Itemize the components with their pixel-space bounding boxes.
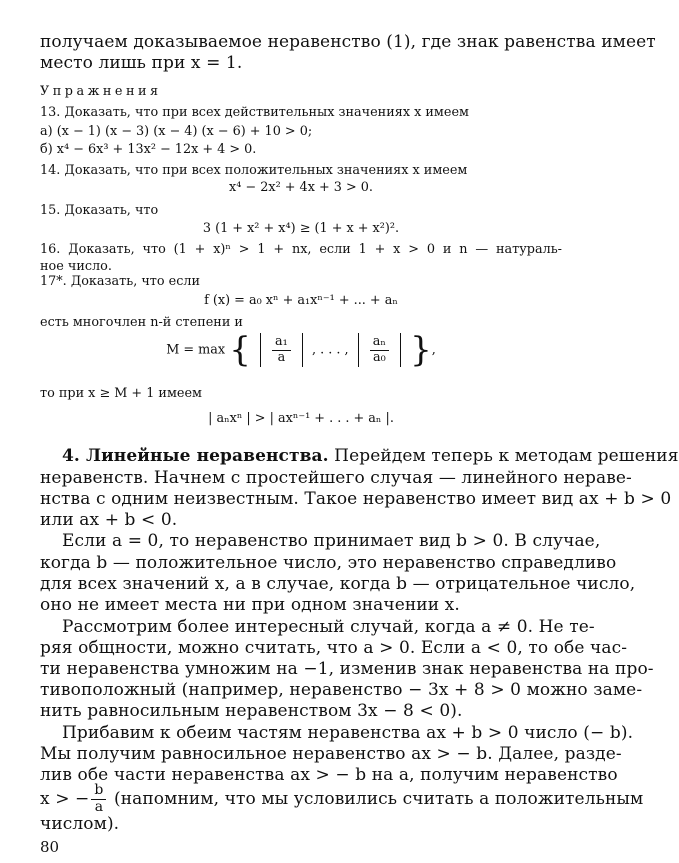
fraction-denominator: a [94, 798, 104, 815]
section-4-p3-line-5: нить равносильным неравенством 3x − 8 < 0). [40, 701, 463, 721]
section-4-p3-line-3: ти неравенства умножим на −1, изменив знак неравенства на про- [40, 659, 654, 679]
abs-bar [260, 333, 261, 367]
exercise-17-formula: f (x) = a₀ xⁿ + a₁xⁿ⁻¹ + ... + aₙ [204, 293, 398, 308]
inequality-lhs: x > − [40, 789, 90, 809]
fraction-numerator: b [91, 783, 106, 799]
fraction-a1-over-a [272, 335, 291, 364]
section-4-title: 4. Линейные неравенства. [62, 446, 329, 466]
max-dots: , . . . , [311, 342, 349, 358]
fraction-an-over-a0 [370, 335, 389, 364]
exercise-15-text: 15. Доказать, что [40, 203, 159, 218]
exercise-17-line-3: то при x ≥ M + 1 имеем [40, 386, 202, 401]
fraction-denominator: a₀ [372, 349, 386, 365]
section-4-p2-line-3: для всех значений x, а в случае, когда b — отрицательное число, [40, 574, 636, 594]
exercise-15-formula: 3 (1 + x² + x⁴) ≥ (1 + x + x²)². [202, 221, 400, 236]
max-formula [40, 330, 562, 383]
section-4-p2-line-1: Если a = 0, то неравенство принимает вид b > 0. В случае, [62, 531, 601, 551]
section-4-p2-line-2: когда b — положительное число, это неравенство справедливо [40, 553, 617, 573]
section-4-p4-line-3: лив обе части неравенства ax > − b на a, получим неравенство [40, 765, 618, 785]
max-lhs: M = max [166, 342, 226, 358]
section-4-p3-line-2: ряя общности, можно считать, что a > 0. Если a < 0, то обе час- [40, 638, 628, 658]
section-4-p3-line-4: тивоположный (например, неравенство − 3x + 8 > 0 можно заме- [40, 680, 643, 700]
fraction-numerator: aₙ [370, 335, 389, 350]
section-4-line-1 [40, 446, 679, 466]
fraction-denominator: a [277, 349, 286, 365]
intro-line-1: получаем доказываемое неравенство (1), где знак равенства имеет [40, 32, 656, 52]
exercise-14-formula: x⁴ − 2x² + 4x + 3 > 0. [229, 180, 373, 195]
section-4-line-1-rest: Перейдем теперь к методам решения [328, 446, 679, 466]
exercise-13-text: 13. Доказать, что при всех действительных значениях x имеем [40, 105, 469, 120]
exercise-17-line-2: есть многочлен n-й степени и [40, 315, 243, 330]
section-4-p1-line-4: или ax + b < 0. [40, 510, 178, 530]
section-4-p4-line-1: Прибавим к обеим частям неравенства ax + b > 0 число (− b). [62, 723, 634, 743]
section-4-p4-line-4 [40, 782, 644, 816]
exercise-17-text: 17*. Доказать, что если [40, 274, 201, 289]
section-4-p3-line-1: Рассмотрим более интересный случай, когда a ≠ 0. Не те- [62, 617, 595, 637]
exercise-16-line-1: 16. Доказать, что (1 + x)ⁿ > 1 + nx, если 1 + x > 0 и n — натураль- [40, 242, 562, 257]
section-4-p4-line-2: Мы получим равносильное неравенство ax > − b. Далее, разде- [40, 744, 622, 764]
section-4-p1-line-2: неравенств. Начнем с простейшего случая — линейного нераве- [40, 468, 632, 488]
page-number: 80 [40, 838, 60, 856]
exercise-17-formula-2: | aₙxⁿ | > | axⁿ⁻¹ + . . . + aₙ |. [208, 411, 394, 426]
exercise-13-b: б) x⁴ − 6x³ + 13x² − 12x + 4 > 0. [40, 142, 257, 157]
exercise-14-text: 14. Доказать, что при всех положительных значениях x имеем [40, 163, 468, 178]
section-4-p4-line-4-rest: (напомним, что мы условились считать a положительным [108, 789, 644, 809]
left-brace: { [229, 330, 251, 370]
exercise-13-a: а) (x − 1) (x − 3) (x − 4) (x − 6) + 10 > 0; [40, 124, 313, 139]
abs-bar [302, 333, 303, 367]
abs-bar [400, 333, 401, 367]
exercise-16-line-2: ное число. [40, 259, 112, 274]
section-4-p1-line-3: нства с одним неизвестным. Такое неравенство имеет вид ax + b > 0 [40, 489, 672, 509]
abs-bar [358, 333, 359, 367]
max-comma: , [431, 342, 436, 358]
section-4-p2-line-4: оно не имеет места ни при одном значении x. [40, 595, 460, 615]
intro-line-2: место лишь при x = 1. [40, 53, 243, 73]
section-4-p4-line-5: числом). [40, 814, 120, 834]
fraction-b-over-a [91, 783, 106, 815]
exercises-heading: Упражнения [40, 84, 162, 99]
right-brace: } [410, 330, 432, 370]
fraction-numerator: a₁ [272, 335, 291, 350]
